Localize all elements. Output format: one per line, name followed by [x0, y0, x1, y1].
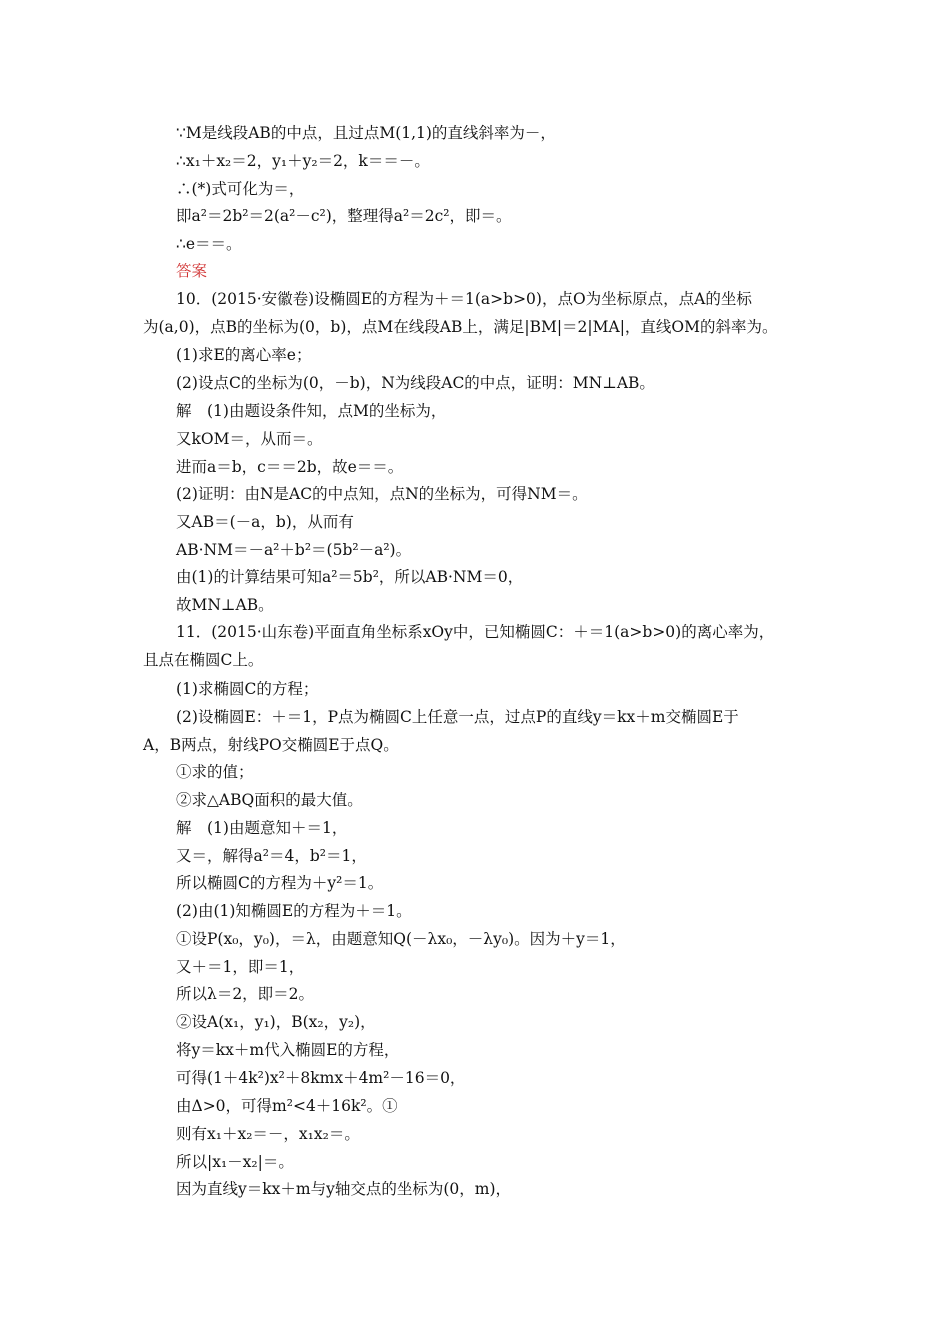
text-line: 将y＝kx＋m代入椭圆E的方程，	[176, 1041, 400, 1059]
text-line: (2)设椭圆E：＋＝1，P点为椭圆C上任意一点，过点P的直线y＝kx＋m交椭圆E于	[176, 708, 739, 726]
text-line: ①求的值；	[176, 763, 254, 781]
solution-line: 解 (1)由题设条件知，点M的坐标为，	[176, 402, 447, 420]
solution-line: 解 (1)由题意知＋＝1，	[176, 819, 348, 837]
text-line: (2)证明：由N是AC的中点知，点N的坐标为，可得NM＝。	[176, 485, 588, 503]
answer-label: 答案	[176, 262, 208, 280]
text-line: 又kOM＝，从而＝。	[176, 430, 323, 448]
text-line: ∴(*)式可化为＝，	[176, 180, 305, 198]
text-line: (2)由(1)知椭圆E的方程为＋＝1。	[176, 902, 412, 920]
text-line: ∵M是线段AB的中点，且过点M(1,1)的直线斜率为－，	[176, 124, 556, 142]
text-line: 所以λ＝2，即＝2。	[176, 985, 315, 1003]
problem-10-heading: 10．(2015·安徽卷)设椭圆E的方程为＋＝1(a>b>0)，点O为坐标原点，点A的坐标	[176, 290, 752, 308]
text-line: 由Δ>0，可得m²<4＋16k²。①	[176, 1097, 398, 1115]
text-line: 所以|x₁－x₂|＝。	[176, 1153, 294, 1171]
text-line: 则有x₁＋x₂＝－，x₁x₂＝。	[176, 1125, 360, 1143]
text-line: 又＋＝1，即＝1，	[176, 958, 305, 976]
text-line: ②求△ABQ面积的最大值。	[176, 791, 363, 809]
text-line: 为(a,0)，点B的坐标为(0，b)，点M在线段AB上，满足|BM|＝2|MA|，直线OM的斜率为。	[143, 318, 778, 336]
text-line: 又＝，解得a²＝4，b²＝1，	[176, 847, 367, 865]
text-line: ②设A(x₁，y₁)，B(x₂，y₂)，	[176, 1013, 376, 1031]
text-line: ∴e＝＝。	[176, 235, 242, 253]
text-line: (2)设点C的坐标为(0，－b)，N为线段AC的中点，证明：MN⊥AB。	[176, 374, 655, 392]
text-line: 因为直线y＝kx＋m与y轴交点的坐标为(0，m)，	[176, 1180, 511, 1198]
text-line: 可得(1＋4k²)x²＋8kmx＋4m²－16＝0，	[176, 1069, 466, 1087]
text-line: 故MN⊥AB。	[176, 596, 274, 614]
text-line: 进而a＝b，c＝＝2b，故e＝＝。	[176, 458, 404, 476]
text-line: (1)求椭圆C的方程；	[176, 680, 319, 698]
text-line: 即a²＝2b²＝2(a²－c²)，整理得a²＝2c²，即＝。	[176, 207, 512, 225]
text-line: ∴x₁＋x₂＝2，y₁＋y₂＝2，k＝＝－。	[176, 152, 430, 170]
text-line: ①设P(x₀，y₀)，＝λ，由题意知Q(－λx₀，－λy₀)。因为＋y＝1，	[176, 930, 626, 948]
problem-11-heading: 11．(2015·山东卷)平面直角坐标系xOy中，已知椭圆C：＋＝1(a>b>0)的离心率为，	[176, 623, 775, 641]
text-line: 由(1)的计算结果可知a²＝5b²，所以AB·NM＝0，	[176, 568, 524, 586]
text-line: A，B两点，射线PO交椭圆E于点Q。	[143, 736, 399, 754]
text-line: 又AB＝(－a，b)，从而有	[176, 513, 354, 531]
text-line: 所以椭圆C的方程为＋y²＝1。	[176, 874, 384, 892]
text-line: 且点在椭圆C上。	[143, 651, 264, 669]
text-line: (1)求E的离心率e；	[176, 346, 312, 364]
text-line: AB·NM＝－a²＋b²＝(5b²－a²)。	[176, 541, 412, 559]
